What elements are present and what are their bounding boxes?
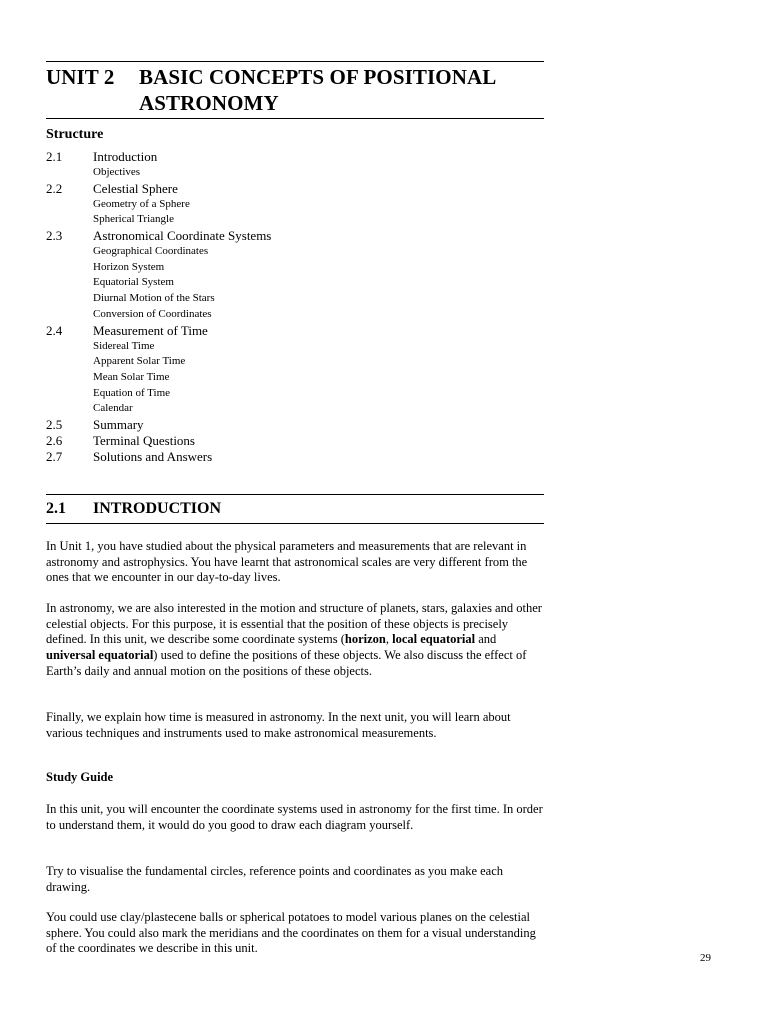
paragraph-2-sep-2: and bbox=[475, 632, 497, 647]
toc-entry-number: 2.4 bbox=[46, 322, 63, 338]
toc-subentry: Spherical Triangle bbox=[93, 213, 174, 226]
section-title: INTRODUCTION bbox=[93, 500, 222, 517]
toc-subentry: Mean Solar Time bbox=[93, 370, 170, 383]
toc-subentry: Geometry of a Sphere bbox=[93, 197, 190, 210]
structure-heading: Structure bbox=[46, 127, 104, 142]
toc-subentry: Sidereal Time bbox=[93, 339, 155, 352]
toc-entry-label: Terminal Questions bbox=[93, 432, 195, 448]
toc-subentry: Equation of Time bbox=[93, 386, 171, 399]
toc-subentry: Horizon System bbox=[93, 260, 165, 273]
term-horizon: horizon bbox=[344, 632, 386, 647]
unit-title-line-2: ASTRONOMY bbox=[139, 91, 279, 115]
toc-entry-label: Astronomical Coordinate Systems bbox=[93, 228, 272, 244]
toc-entry-label: Celestial Sphere bbox=[93, 180, 178, 196]
section-number: 2.1 bbox=[46, 500, 66, 517]
paragraph-4: In this unit, you will encounter the coordinate systems used in astronomy for the first time. In order to understand them, it would do you good to draw each diagram yourself. bbox=[46, 802, 543, 832]
paragraph-2-text-a: In astronomy, we are also interested in the motion and structure of planets, stars, galaxies and other celestial objects. For this purpose, it is essential that the position of these objects is precisely defined. In this unit, we describe some coordinate systems ( bbox=[46, 601, 542, 647]
top-rule bbox=[46, 61, 544, 62]
page-number: 29 bbox=[700, 952, 711, 964]
toc-entry-2-5 bbox=[46, 417, 544, 433]
toc-entry-number: 2.5 bbox=[46, 416, 63, 432]
toc-entry-label: Solutions and Answers bbox=[93, 448, 213, 464]
toc-entry-number: 2.2 bbox=[46, 180, 63, 196]
toc-entry-number: 2.1 bbox=[46, 149, 63, 164]
title-bottom-rule bbox=[46, 118, 544, 119]
paragraph-2 bbox=[46, 601, 544, 680]
paragraph-6: You could use clay/plastecene balls or spherical potatoes to model various planes on the celestial sphere. You could also mark the meridians and the coordinates on them for a visual understanding of the coordinates we describe in this unit. bbox=[46, 910, 536, 956]
toc-entry-2-2 bbox=[46, 181, 544, 197]
toc-entry-number: 2.6 bbox=[46, 432, 63, 448]
toc-entry-number: 2.3 bbox=[46, 228, 63, 244]
toc-entry-number: 2.7 bbox=[46, 448, 63, 464]
study-guide-heading: Study Guide bbox=[46, 770, 114, 784]
term-universal-equatorial: universal equatorial bbox=[46, 648, 154, 663]
paragraph-2-sep-1: , bbox=[385, 632, 393, 647]
toc-subentry: Equatorial System bbox=[93, 276, 174, 289]
toc-entry-label: Measurement of Time bbox=[93, 322, 208, 338]
toc-subentry: Apparent Solar Time bbox=[93, 355, 186, 368]
paragraph-1: In Unit 1, you have studied about the physical parameters and measurements that are relevant in astronomy and astrophysics. You have learnt that astronomical scales are very different from the ones that we encounter in our day-to-day lives. bbox=[46, 539, 528, 585]
toc-subentry: Geographical Coordinates bbox=[93, 245, 209, 258]
term-local-equatorial: local equatorial bbox=[392, 632, 476, 647]
section-bottom-rule bbox=[46, 523, 544, 524]
toc-subentry: Calendar bbox=[93, 402, 133, 415]
toc-entry-2-1 bbox=[46, 149, 544, 165]
toc-entry-2-3 bbox=[46, 228, 544, 244]
table-of-contents bbox=[46, 149, 544, 465]
unit-title-line-1: BASIC CONCEPTS OF POSITIONAL bbox=[139, 65, 497, 89]
paragraph-3: Finally, we explain how time is measured in astronomy. In the next unit, you will learn about various techniques and instruments used to make astronomical measurements. bbox=[46, 710, 511, 740]
toc-entry-2-4 bbox=[46, 323, 544, 339]
toc-entry-2-6 bbox=[46, 433, 544, 449]
toc-subentry: Objectives bbox=[93, 166, 141, 178]
toc-entry-label: Introduction bbox=[93, 149, 158, 164]
toc-entry-2-7 bbox=[46, 449, 544, 465]
toc-subentry: Conversion of Coordinates bbox=[93, 307, 212, 320]
paragraph-5: Try to visualise the fundamental circles, reference points and coordinates as you make each drawing. bbox=[46, 864, 504, 894]
paragraph-2-text-c: ) used to define the positions of these objects. We also discuss the effect of Earth’s daily and annual motion on the positions of these objects. bbox=[46, 648, 527, 678]
unit-number: UNIT 2 bbox=[46, 65, 115, 89]
toc-entry-label: Summary bbox=[93, 416, 144, 432]
toc-subentry: Diurnal Motion of the Stars bbox=[93, 292, 215, 305]
section-top-rule bbox=[46, 494, 544, 495]
